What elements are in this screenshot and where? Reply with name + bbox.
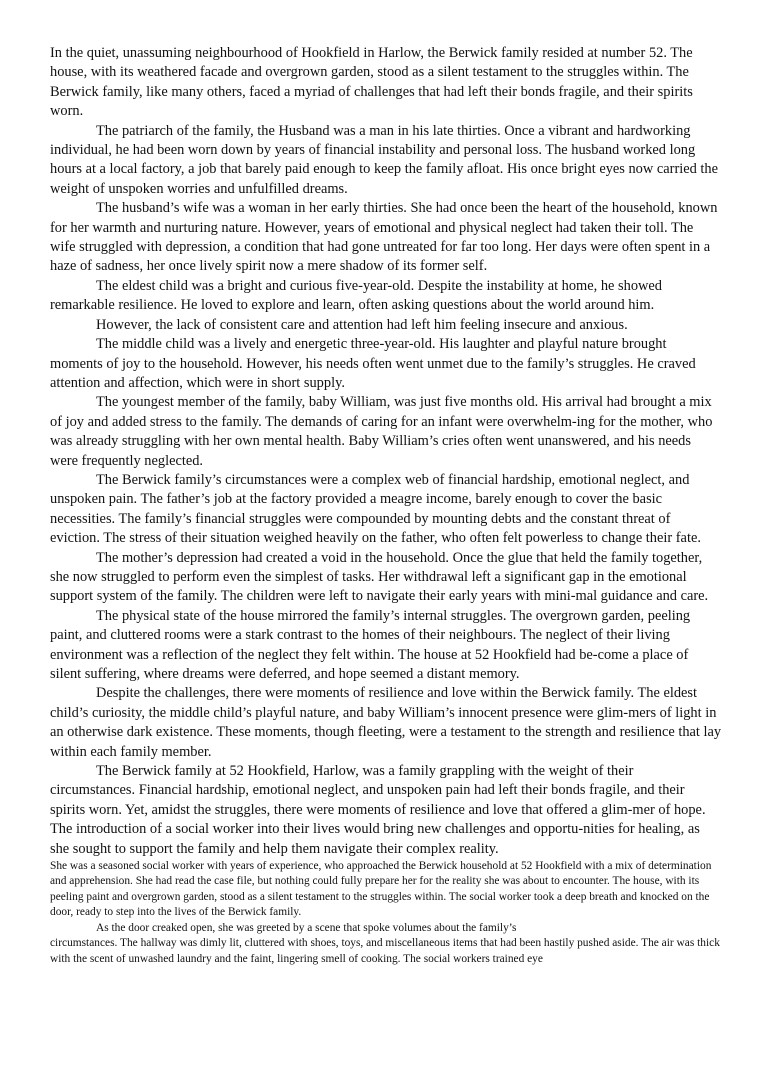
paragraph: The patriarch of the family, the Husband was a man in his late thirties. Once a vibrant and hardworking individual, he had been worn down by years of financial instability and personal loss. The husband worked long hours at a local factory, a job that barely paid enough to keep the family afloat. His once bright eyes now carried the weight of unspoken worries and unfulfilled dreams.: [50, 122, 718, 197]
paragraph: In the quiet, unassuming neighbourhood of Hookfield in Harlow, the Berwick family resided at number 52. The house, with its weathered facade and overgrown garden, stood as a silent testament to the struggles within. The Berwick family, like many others, faced a myriad of challenges that had left their bonds fragile, and their spirits worn.: [50, 45, 693, 120]
paragraph-small: As the door creaked open, she was greeted by a scene that spoke volumes about the family’s: [96, 921, 517, 934]
paragraph: The husband’s wife was a woman in her early thirties. She had once been the heart of the household, known for her warmth and nurturing nature. However, years of emotional and physical neglect had taken their toll. The wife struggled with depression, a condition that had gone untreated for far too long. Her days were often spent in a haze of sadness, her once lively spirit now a mere shadow of its former self.: [50, 200, 718, 275]
paragraph: Despite the challenges, there were moments of resilience and love within the Berwick family. The eldest child’s curiosity, the middle child’s playful nature, and baby William’s innocent presence were glim-mers of light in an otherwise dark existence. These moments, though fleeting, were a testament to the strength and resilience that lay within each family member.: [50, 685, 722, 760]
paragraph: However, the lack of consistent care and attention had left him feeling insecure and anxious.: [96, 316, 628, 333]
paragraph-small: circumstances. The hallway was dimly lit, cluttered with shoes, toys, and miscellaneous items that had been hastily pushed aside. The air was thick with the scent of unwashed laundry and the faint, lingering smell of cooking. The social workers trained eye: [50, 937, 720, 965]
paragraph-small: She was a seasoned social worker with years of experience, who approached the Berwick household at 52 Hookfield with a mix of determination and apprehension. She had read the case file, but nothing could fully prepare her for the reality she was about to encounter. The house, with its peeling paint and overgrown garden, stood as a silent testament to the struggles within. The social worker took a deep breath and knocked on the door, ready to step into the lives of the Berwick family.: [50, 860, 712, 919]
paragraph: The physical state of the house mirrored the family’s internal struggles. The overgrown garden, peeling paint, and cluttered rooms were a stark contrast to the homes of their neighbours. The neglect of their living environment was a reflection of the neglect they felt within. The house at 52 Hookfield had be-come a place of silent suffering, where dreams were deferred, and hope seemed a distant memory.: [50, 607, 691, 682]
paragraph: The Berwick family at 52 Hookfield, Harlow, was a family grappling with the weight of their circumstances. Financial hardship, emotional neglect, and unspoken pain had left their bonds fragile, and their spirits worn. Yet, amidst the struggles, there were moments of resilience and love that offered a glim-mer of hope. The introduction of a social worker into their lives would bring new challenges and opportu-nities for healing, as she sought to support the family and help them navigate their complex reality.: [50, 763, 706, 857]
document-page: [50, 44, 722, 967]
paragraph: The middle child was a lively and energetic three-year-old. His laughter and playful nature brought moments of joy to the household. However, his needs often went unmet due to the family’s struggles. He craved attention and affection, which were in short supply.: [50, 336, 696, 391]
paragraph: The eldest child was a bright and curious five-year-old. Despite the instability at home, he showed remarkable resilience. He loved to explore and learn, often asking questions about the world around him.: [50, 277, 662, 314]
paragraph: The Berwick family’s circumstances were a complex web of financial hardship, emotional neglect, and unspoken pain. The father’s job at the factory provided a meagre income, barely enough to cover the basic necessities. The family’s financial struggles were compounded by mounting debts and the constant threat of eviction. The stress of their situation weighed heavily on the father, who often felt powerless to change their fate.: [50, 471, 701, 547]
paragraph: The mother’s depression had created a void in the household. Once the glue that held the family together, she now struggled to perform even the simplest of tasks. Her withdrawal left a significant gap in the emotional support system of the family. The children were left to navigate their early years with mini-mal guidance and care.: [50, 549, 709, 605]
paragraph: The youngest member of the family, baby William, was just five months old. His arrival had brought a mix of joy and added stress to the family. The demands of caring for an infant were overwhelm-ing for the mother, who was already struggling with her own mental health. Baby William’s cries often went unanswered, and his needs were frequently neglected.: [50, 394, 713, 469]
